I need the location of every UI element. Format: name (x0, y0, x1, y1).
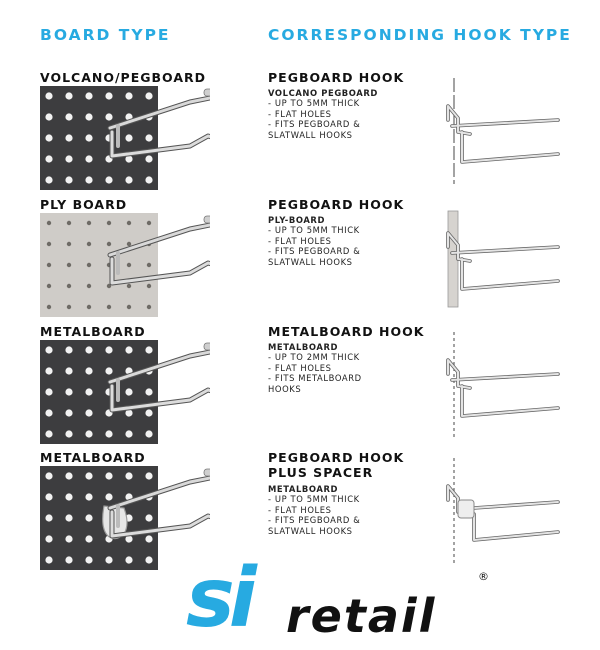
board-hole (85, 113, 92, 120)
feature-item: - FITS METALBOARD (268, 373, 362, 384)
board-hole (67, 242, 71, 246)
board-hole (85, 367, 92, 374)
board-hole (85, 472, 92, 479)
hook-bottom-wire (474, 514, 558, 540)
pegboard-hook-diagram (440, 76, 570, 186)
board-hole (65, 388, 72, 395)
hook-subtitle: PLY-BOARD (268, 215, 326, 225)
board-hole (147, 221, 151, 225)
board-hole (87, 263, 91, 267)
board-hole (45, 535, 52, 542)
board-hole (127, 284, 131, 288)
board-hole (47, 221, 51, 225)
board-hole (45, 430, 52, 437)
logo-mark: si (186, 560, 251, 640)
board-hole (65, 155, 72, 162)
board-hole (67, 221, 71, 225)
board-hole (145, 409, 152, 416)
board-hole (145, 430, 152, 437)
board-hole (67, 263, 71, 267)
board-hole (65, 346, 72, 353)
hook-bottom-wire (462, 132, 558, 162)
board-title: VOLCANO/PEGBOARD (40, 70, 206, 85)
hook-label-holder (204, 89, 210, 96)
spacer-hook-diagram (440, 456, 570, 566)
feature-list (268, 225, 360, 267)
hook-clip (448, 106, 470, 134)
hook-label-holder (204, 343, 210, 350)
board-hole (125, 472, 132, 479)
board-photo-metalboard (40, 340, 210, 444)
board-panel (40, 86, 158, 190)
board-hole (145, 346, 152, 353)
logo-wordmark: retail (286, 589, 437, 640)
board-hole (85, 176, 92, 183)
board-hole (145, 134, 152, 141)
hook-description (268, 88, 378, 140)
feature-item: - FITS PEGBOARD & (268, 246, 361, 257)
board-hole (67, 284, 71, 288)
board-hole (45, 155, 52, 162)
board-hole (85, 535, 92, 542)
board-hole (45, 176, 52, 183)
board-hole (45, 113, 52, 120)
hook-subtitle: VOLCANO PEGBOARD (268, 88, 378, 98)
board-hole (147, 263, 151, 267)
board-hole (145, 514, 152, 521)
board-hole (67, 305, 71, 309)
feature-item: - FITS PEGBOARD & (268, 119, 361, 130)
registered-mark: ® (478, 570, 489, 583)
hook-top-wire (452, 247, 558, 253)
hook-title: PEGBOARD HOOK PLUS SPACER (268, 450, 405, 480)
board-hole (45, 346, 52, 353)
feature-item: SLATWALL HOOKS (268, 525, 353, 536)
board-hole (65, 176, 72, 183)
board-hole (125, 176, 132, 183)
metalboard-hook-diagram (440, 330, 570, 440)
row-ply-board (0, 197, 600, 315)
feature-item: - UP TO 5MM THICK (268, 225, 360, 236)
board-hole (85, 346, 92, 353)
board-hole (145, 176, 152, 183)
board-type-header: BOARD TYPE (40, 26, 171, 44)
board-hole (45, 409, 52, 416)
feature-item: - UP TO 5MM THICK (268, 98, 360, 109)
board-hole (65, 367, 72, 374)
board-hole (105, 346, 112, 353)
board-hole (147, 305, 151, 309)
board-hole (125, 388, 132, 395)
board-hole (125, 430, 132, 437)
board-hole (105, 113, 112, 120)
board-panel (40, 213, 158, 317)
board-hole (85, 388, 92, 395)
board-hole (147, 284, 151, 288)
board-hole (107, 305, 111, 309)
hook-title: METALBOARD HOOK (268, 324, 425, 339)
hook-top-wire (452, 120, 558, 126)
board-hole (65, 430, 72, 437)
board-hole (65, 556, 72, 563)
feature-item: - UP TO 2MM THICK (268, 352, 360, 363)
feature-item: SLATWALL HOOKS (268, 256, 353, 267)
board-hole (87, 305, 91, 309)
board-hole (125, 92, 132, 99)
board-hole (125, 556, 132, 563)
board-panel (40, 466, 158, 570)
board-photo-metalboard-spacer (40, 466, 210, 570)
hook-type-header: CORRESPONDING HOOK TYPE (268, 26, 572, 44)
board-hole (127, 242, 131, 246)
hook-bottom-wire (462, 386, 558, 416)
board-hole (47, 263, 51, 267)
feature-list (268, 352, 362, 394)
board-hole (65, 535, 72, 542)
feature-item: - FITS PEGBOARD & (268, 515, 361, 526)
board-hole (65, 493, 72, 500)
feature-list (268, 98, 378, 140)
board-hole (107, 242, 111, 246)
board-hole (65, 409, 72, 416)
feature-list (268, 494, 360, 536)
pegboard-hook-diagram (440, 203, 570, 313)
board-hole (45, 367, 52, 374)
board-hole (125, 346, 132, 353)
hook-description (268, 215, 360, 267)
row-volcano-pegboard (0, 70, 600, 188)
board-hole (45, 472, 52, 479)
board-hole (45, 556, 52, 563)
board-title: PLY BOARD (40, 197, 128, 212)
board-panel (40, 340, 158, 444)
hook-top-wire (452, 374, 558, 380)
board-hole (105, 493, 112, 500)
board-hole (145, 472, 152, 479)
board-hole (85, 134, 92, 141)
board-hole (85, 409, 92, 416)
hook-top-wire (474, 502, 558, 508)
board-hole (105, 556, 112, 563)
hook-title: PEGBOARD HOOK (268, 70, 405, 85)
feature-item: HOOKS (268, 383, 302, 394)
board-hole (65, 92, 72, 99)
board-hole (105, 92, 112, 99)
board-hole (65, 134, 72, 141)
board-hole (105, 176, 112, 183)
board-hole (105, 367, 112, 374)
board-hole (125, 134, 132, 141)
hook-clip (448, 360, 470, 388)
board-hole (47, 242, 51, 246)
board-hole (85, 155, 92, 162)
board-hole (47, 284, 51, 288)
board-hole (45, 92, 52, 99)
board-hole (145, 388, 152, 395)
board-hole (45, 388, 52, 395)
board-hole (45, 134, 52, 141)
board-hole (65, 113, 72, 120)
board-hole (47, 305, 51, 309)
hook-label-holder (204, 469, 210, 476)
hook-description (268, 484, 360, 536)
hook-label-holder (204, 216, 210, 223)
board-photo-ply (40, 213, 210, 317)
board-hole (145, 556, 152, 563)
board-hole (45, 493, 52, 500)
board-hole (127, 221, 131, 225)
board-hole (105, 472, 112, 479)
board-hole (87, 284, 91, 288)
board-hole (107, 221, 111, 225)
feature-item: - FLAT HOLES (268, 504, 332, 515)
hook-title: PEGBOARD HOOK (268, 197, 405, 212)
hook-bottom-wire (462, 259, 558, 289)
board-hole (85, 493, 92, 500)
board-hole (127, 305, 131, 309)
row-metalboard (0, 324, 600, 442)
board-hole (87, 242, 91, 246)
hook-subtitle: METALBOARD (268, 484, 339, 494)
board-hole (85, 514, 92, 521)
si-retail-logo (180, 560, 490, 640)
spacer-block (458, 500, 474, 518)
feature-item: - FLAT HOLES (268, 235, 332, 246)
board-hole (85, 92, 92, 99)
board-hole (85, 430, 92, 437)
hook-description (268, 342, 362, 394)
feature-item: SLATWALL HOOKS (268, 129, 353, 140)
board-hole (105, 430, 112, 437)
feature-item: - FLAT HOLES (268, 108, 332, 119)
board-hole (87, 221, 91, 225)
board-hole (65, 472, 72, 479)
board-hole (65, 514, 72, 521)
row-metalboard-spacer (0, 450, 600, 568)
feature-item: - FLAT HOLES (268, 362, 332, 373)
board-hole (145, 155, 152, 162)
board-hole (127, 263, 131, 267)
hook-subtitle: METALBOARD (268, 342, 339, 352)
board-hole (45, 514, 52, 521)
board-hole (145, 535, 152, 542)
board-hole (85, 556, 92, 563)
feature-item: - UP TO 5MM THICK (268, 494, 360, 505)
board-title: METALBOARD (40, 450, 146, 465)
board-title: METALBOARD (40, 324, 146, 339)
board-hole (145, 92, 152, 99)
board-photo-volcano (40, 86, 210, 190)
